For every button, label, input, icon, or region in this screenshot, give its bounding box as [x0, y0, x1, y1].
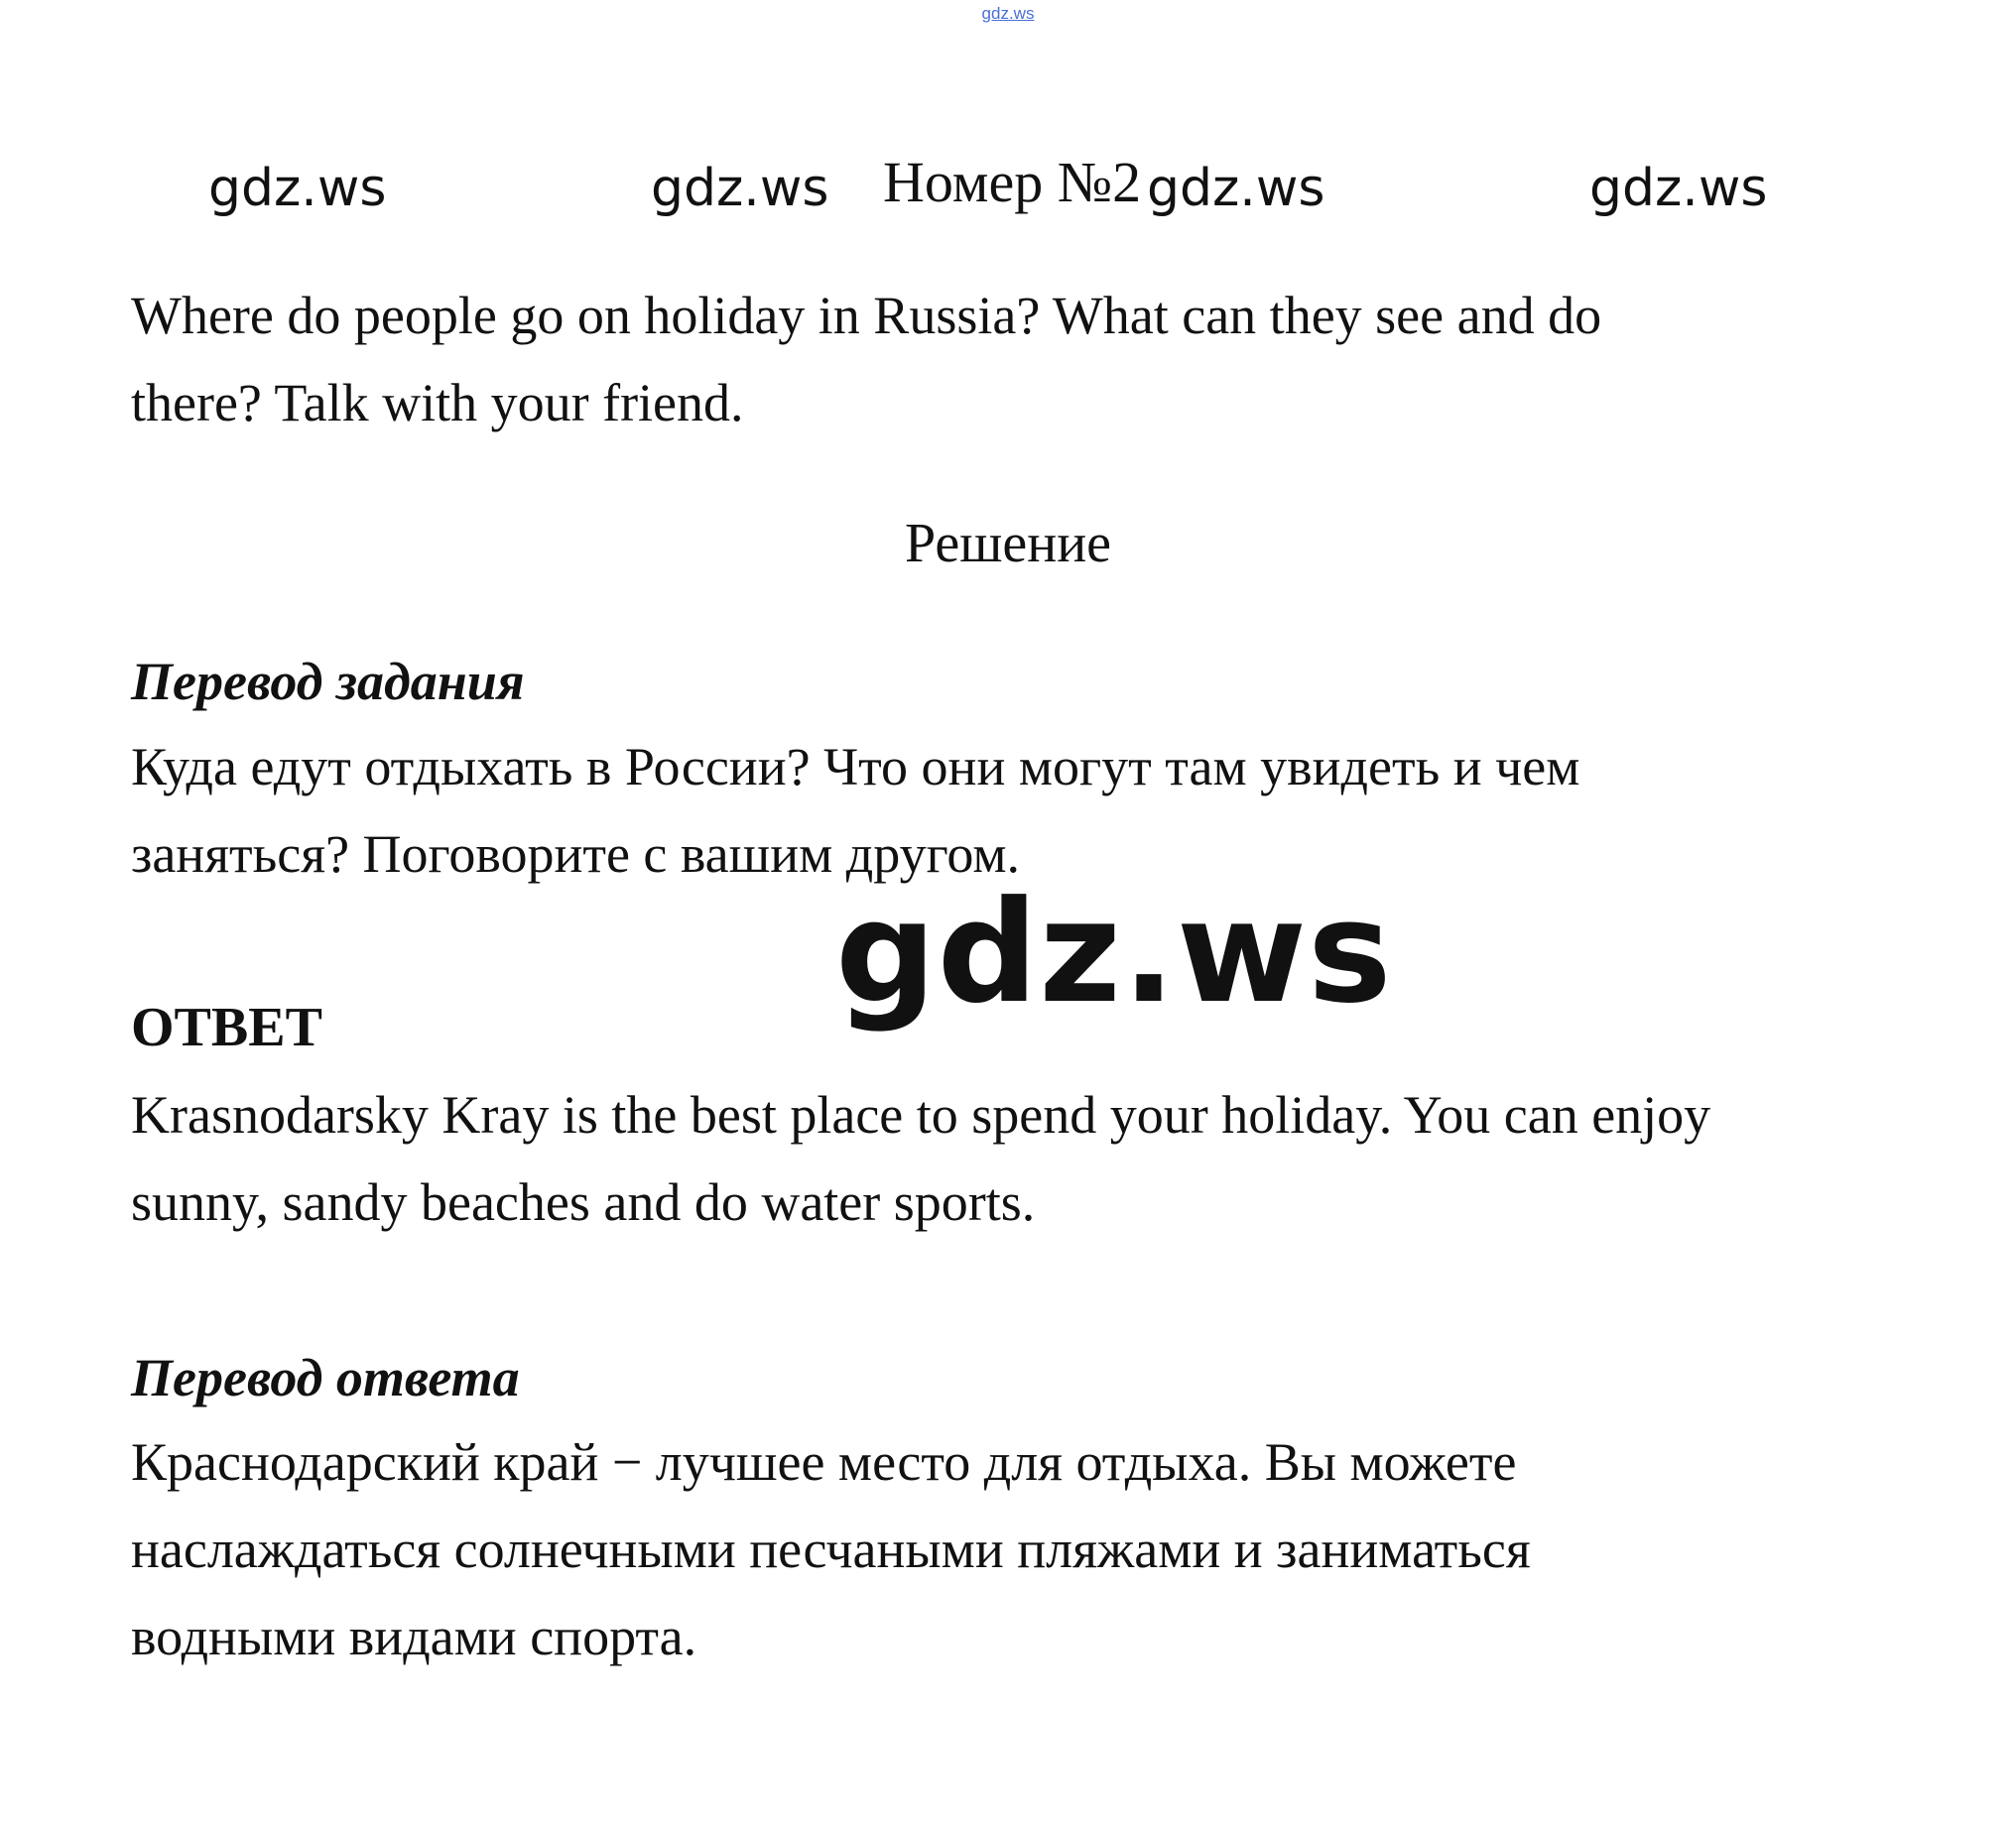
answer-translation-line-3: водными видами спорта.: [131, 1607, 697, 1666]
answer-translation-text: [131, 1418, 1917, 1680]
answer-translation-line-1: Краснодарский край − лучшее место для отдыха. Вы можете: [131, 1432, 1517, 1492]
answer-translation-heading: Перевод ответа: [131, 1348, 520, 1407]
top-watermark-link[interactable]: gdz.ws: [981, 4, 1035, 23]
task-text: [131, 272, 1917, 446]
answer-line-1: Krasnodarsky Kray is the best place to spend your holiday. You can enjoy: [131, 1085, 1711, 1145]
center-watermark: gdz.ws: [835, 871, 1393, 1035]
answer-line-2: sunny, sandy beaches and do water sports.: [131, 1172, 1036, 1232]
task-translation-line-2: заняться? Поговорите с вашим другом.: [131, 824, 1021, 884]
task-line-2: there? Talk with your friend.: [131, 373, 744, 432]
header-watermark-4: gdz.ws: [1589, 159, 1768, 218]
header-watermark-3: gdz.ws: [1147, 159, 1325, 218]
task-line-1: Where do people go on holiday in Russia? What can they see and do: [131, 286, 1602, 345]
task-translation-heading: Перевод задания: [131, 652, 525, 711]
solution-label: Решение: [904, 513, 1112, 574]
answer-translation-line-2: наслаждаться солнечными песчаными пляжами и заниматься: [131, 1520, 1531, 1579]
header-watermark-1: gdz.ws: [208, 159, 387, 218]
answer-heading: ОТВЕТ: [131, 997, 322, 1058]
answer-text: [131, 1071, 1917, 1246]
page-title: Номер №2: [883, 150, 1142, 214]
header-watermark-2: gdz.ws: [651, 159, 829, 218]
task-translation-line-1: Куда едут отдыхать в России? Что они могут там увидеть и чем: [131, 737, 1580, 796]
